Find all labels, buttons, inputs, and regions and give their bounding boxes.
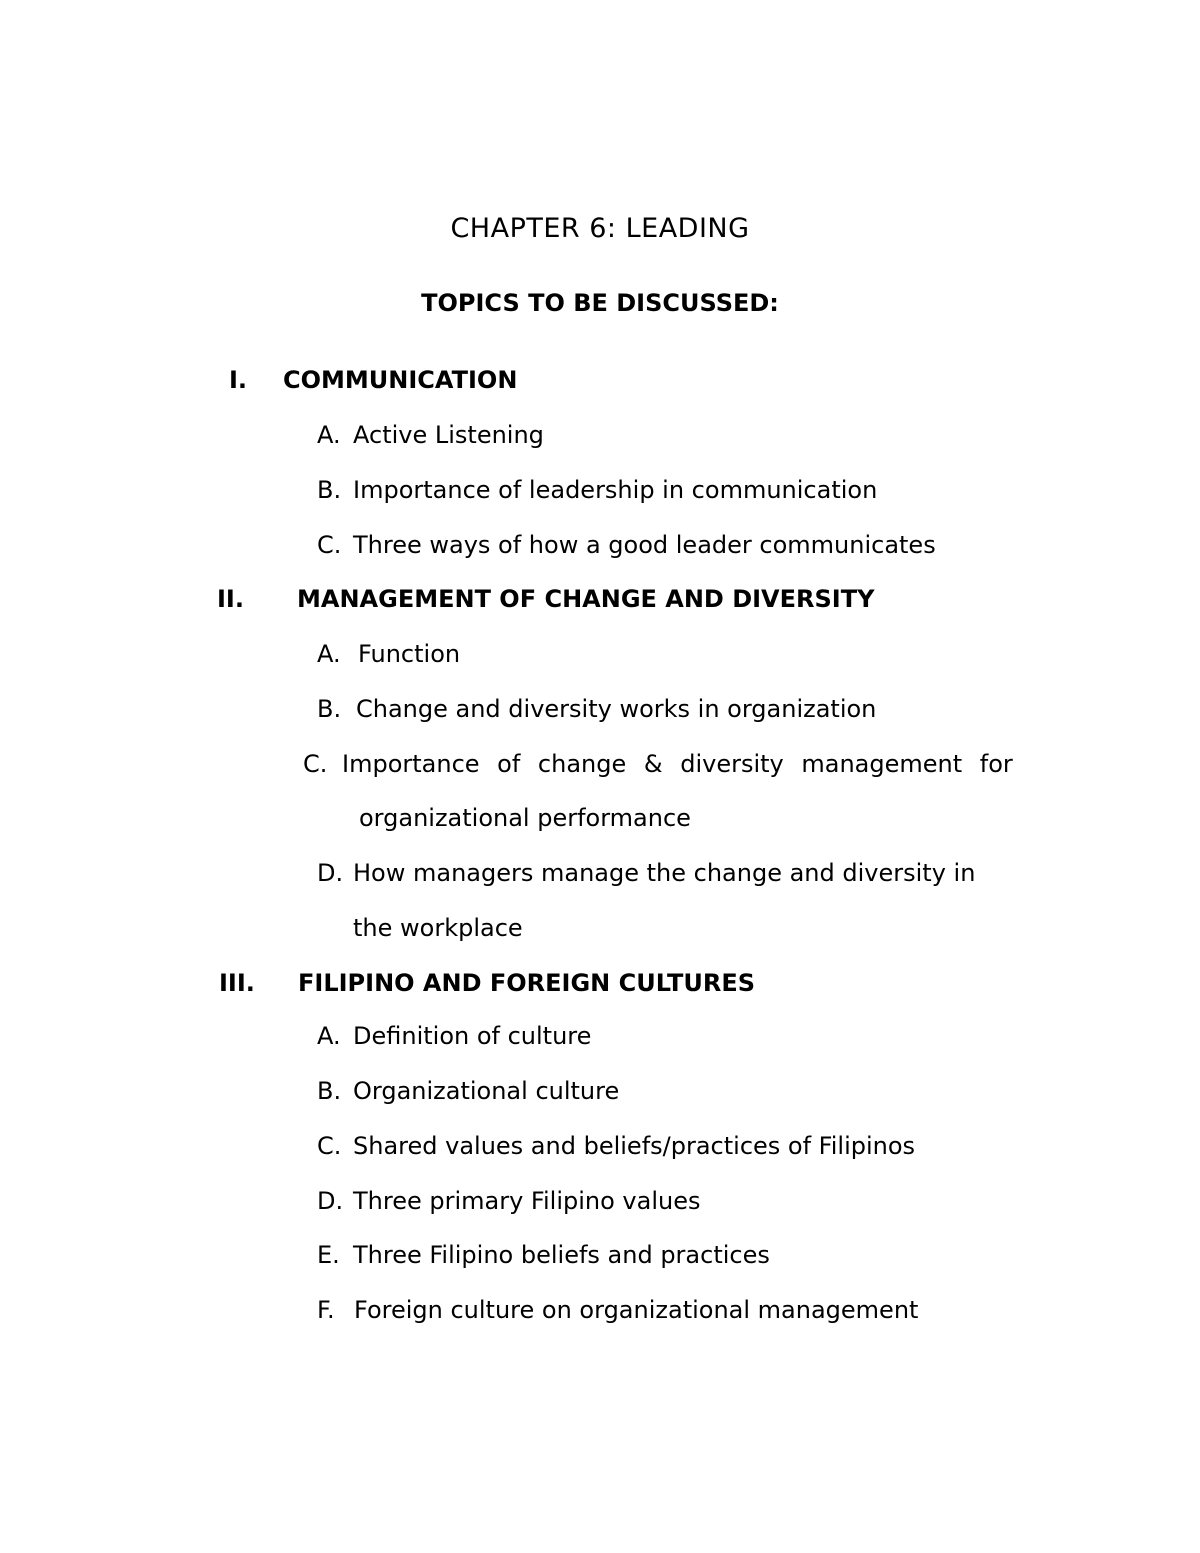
section-number: III.: [219, 969, 255, 997]
item-letter: C.: [303, 750, 328, 778]
item-letter: C.: [317, 531, 342, 559]
section-title: COMMUNICATION: [283, 366, 518, 394]
section-number: II.: [217, 585, 244, 613]
item-text: Importance of change & diversity management for: [342, 750, 1013, 778]
item-text: Importance of leadership in communication: [353, 476, 878, 504]
item-letter: C.: [317, 1132, 342, 1160]
item-text-continuation: organizational performance: [359, 804, 691, 832]
item-letter: E.: [317, 1241, 340, 1269]
topics-heading: TOPICS TO BE DISCUSSED:: [421, 289, 779, 317]
section-title: MANAGEMENT OF CHANGE AND DIVERSITY: [297, 585, 875, 613]
item-letter: B.: [317, 695, 342, 723]
item-letter: A.: [317, 640, 341, 668]
item-text: How managers manage the change and diversity in: [353, 859, 976, 887]
item-text: Foreign culture on organizational management: [354, 1296, 919, 1324]
item-letter: B.: [317, 476, 342, 504]
item-text: Organizational culture: [353, 1077, 620, 1105]
item-letter: B.: [317, 1077, 342, 1105]
item-letter: A.: [317, 421, 341, 449]
section-number: I.: [229, 366, 248, 394]
chapter-title: CHAPTER 6: LEADING: [450, 213, 750, 244]
item-text: Definition of culture: [353, 1022, 592, 1050]
item-text: Function: [358, 640, 461, 668]
item-text: Change and diversity works in organization: [356, 695, 877, 723]
item-letter: F.: [317, 1296, 335, 1324]
item-letter: D.: [317, 859, 344, 887]
item-text: Shared values and beliefs/practices of Filipinos: [353, 1132, 916, 1160]
section-title: FILIPINO AND FOREIGN CULTURES: [298, 969, 756, 997]
item-text: Three Filipino beliefs and practices: [353, 1241, 770, 1269]
item-text: Three ways of how a good leader communicates: [353, 531, 936, 559]
item-text-continuation: the workplace: [353, 914, 523, 942]
item-letter: A.: [317, 1022, 341, 1050]
item-text: Active Listening: [353, 421, 544, 449]
item-letter: D.: [317, 1187, 344, 1215]
item-text: Three primary Filipino values: [353, 1187, 701, 1215]
